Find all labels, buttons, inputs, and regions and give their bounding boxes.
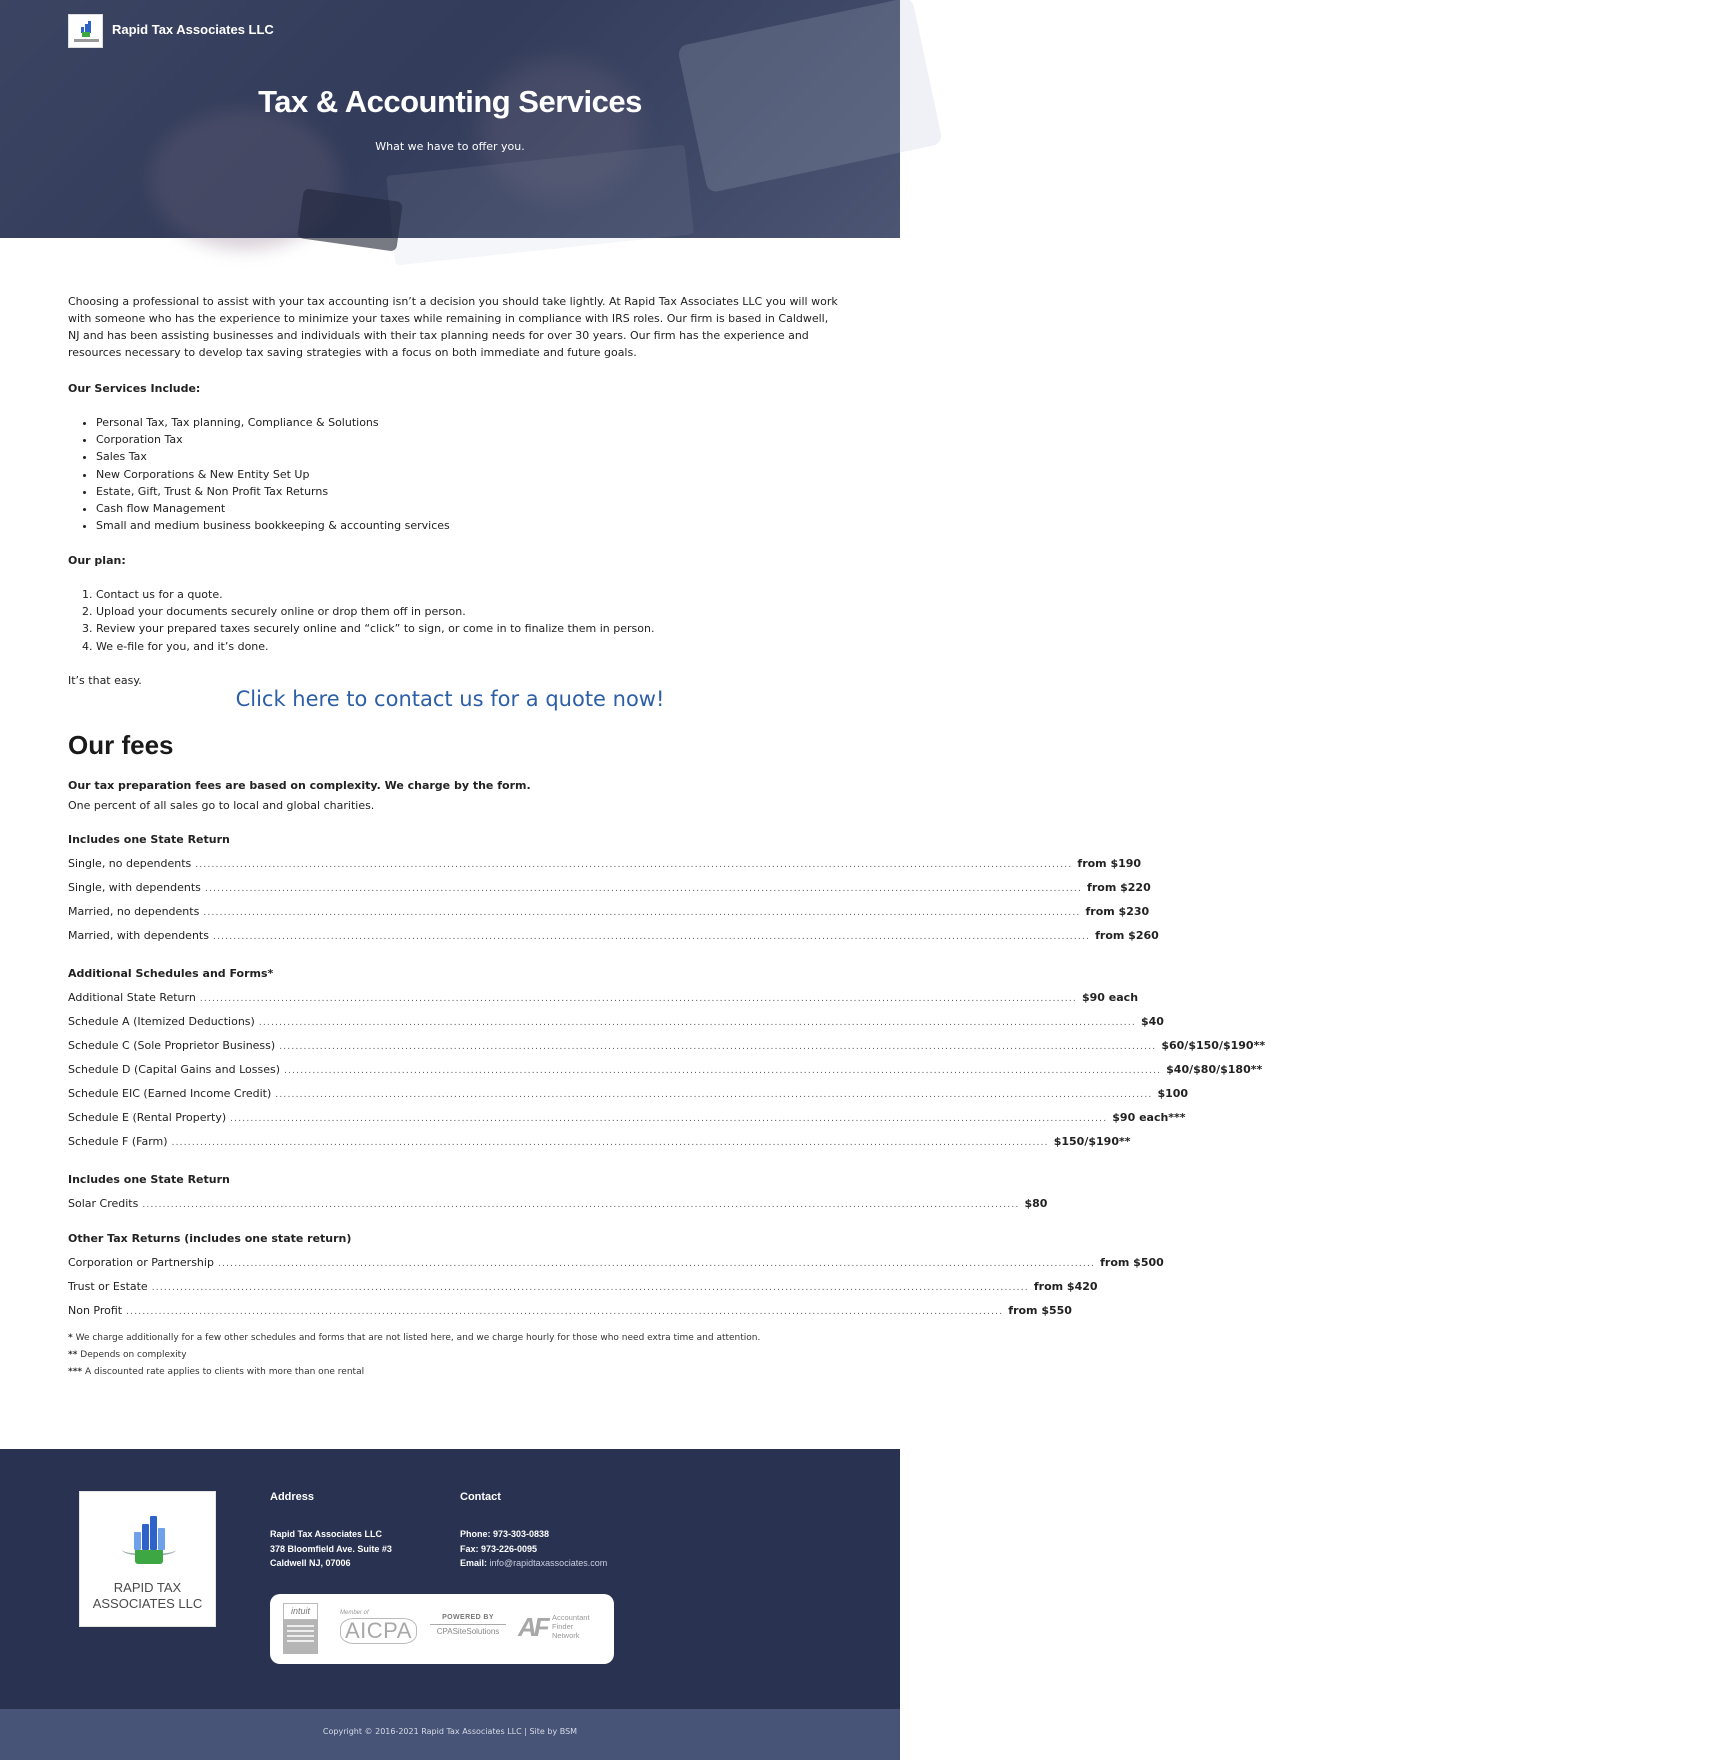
dot-leader <box>230 1111 1107 1128</box>
fee-price: $60/$150/$190** <box>1161 1039 1266 1052</box>
fee-row <box>68 1037 1266 1054</box>
page-subtitle: What we have to offer you. <box>375 140 525 153</box>
fee-row <box>68 879 1151 896</box>
fee-name: Trust or Estate <box>68 1280 148 1293</box>
nav-home[interactable]: HOME <box>1372 25 1400 35</box>
list-item: 4. We e-file for you, and it’s done. <box>96 638 654 655</box>
nav-about-us[interactable]: ABOUT US <box>1428 25 1477 35</box>
dot-leader <box>203 905 1080 922</box>
footer-logo-text: RAPID TAX ASSOCIATES LLC <box>92 1580 203 1611</box>
nav-contact-us[interactable]: CONTACT US <box>1662 25 1722 35</box>
list-item: • Estate, Gift, Trust & Non Profit Tax Returns <box>96 483 450 500</box>
fee-name: Single, with dependents <box>68 881 201 894</box>
powered-by-label: POWERED BY <box>442 1614 494 1621</box>
dot-leader <box>218 1256 1095 1273</box>
dot-leader <box>195 857 1072 874</box>
logo-base-icon <box>135 1550 163 1564</box>
contact-heading: Contact <box>460 1491 501 1503</box>
list-item: 2. Upload your documents securely online or drop them off in person. <box>96 603 654 620</box>
list-item: • Personal Tax, Tax planning, Compliance & Solutions <box>96 414 450 431</box>
fee-row <box>68 1085 1189 1102</box>
fee-row <box>68 1302 1072 1319</box>
intuit-badge[interactable] <box>283 1603 318 1654</box>
address-line: Rapid Tax Associates LLC <box>270 1529 383 1539</box>
fee-group-heading: Includes one State Return <box>68 1173 230 1186</box>
dot-leader <box>205 881 1082 898</box>
fee-price: from $190 <box>1077 857 1142 870</box>
dot-leader <box>279 1039 1156 1056</box>
services-heading: Our Services Include: <box>68 382 201 395</box>
site-footer <box>0 1449 900 1709</box>
brand-name[interactable]: Rapid Tax Associates LLC <box>112 22 274 37</box>
fee-name: Schedule D (Capital Gains and Losses) <box>68 1063 280 1076</box>
fee-row <box>68 1195 1048 1212</box>
dot-leader <box>172 1135 1049 1152</box>
fee-price: from $500 <box>1100 1256 1164 1269</box>
fee-name: Single, no dependents <box>68 857 192 870</box>
cpasite-label: CPASiteSolutions <box>430 1624 506 1636</box>
affiliation-badges <box>270 1594 614 1664</box>
fee-row <box>68 1133 1131 1150</box>
fee-name: Schedule A (Itemized Deductions) <box>68 1015 255 1028</box>
footnote: *** A discounted rate applies to clients with more than one rental <box>68 1367 365 1377</box>
list-item: • Cash flow Management <box>96 500 450 517</box>
dot-leader <box>284 1063 1161 1080</box>
main-content <box>68 293 1266 1377</box>
address-line: 378 Bloomfield Ave. Suite #3 <box>270 1543 392 1554</box>
fee-price: from $230 <box>1085 905 1150 918</box>
plan-closing: It’s that easy. <box>68 674 142 687</box>
fee-name: Married, no dependents <box>68 905 200 918</box>
fee-name: Schedule EIC (Earned Income Credit) <box>68 1087 272 1100</box>
contact-quote-link[interactable]: Click here to contact us for a quote now! <box>235 687 665 711</box>
fee-row <box>68 1278 1098 1295</box>
dot-leader <box>213 929 1090 946</box>
fee-name: Solar Credits <box>68 1197 139 1210</box>
top-navbar <box>0 0 1722 62</box>
logo-base-icon <box>82 32 90 37</box>
fee-price: from $260 <box>1095 929 1159 942</box>
fee-name: Schedule C (Sole Proprietor Business) <box>68 1039 276 1052</box>
fee-price: $150/$190** <box>1053 1135 1131 1148</box>
aicpa-member-label: Member of <box>340 1610 369 1616</box>
fee-row <box>68 1109 1186 1126</box>
email-label: Email: <box>460 1558 490 1568</box>
copyright-text: Copyright © 2016-2021 Rapid Tax Associates LLC | Site by BSM <box>322 1727 578 1736</box>
dot-leader <box>275 1087 1152 1104</box>
fee-price: $100 <box>1157 1087 1189 1100</box>
fee-name: Schedule F (Farm) <box>68 1135 168 1148</box>
dot-leader <box>200 991 1077 1008</box>
fee-price: $40/$80/$180** <box>1166 1063 1263 1076</box>
fee-price: from $550 <box>1008 1304 1072 1317</box>
page-title: Tax & Accounting Services <box>258 84 642 119</box>
af-text: Accountant Finder Network <box>552 1613 590 1640</box>
plan-steps <box>96 586 654 655</box>
fees-intro: Our tax preparation fees are based on complexity. We charge by the form. <box>68 779 531 792</box>
fee-row <box>68 1061 1263 1078</box>
fee-price: $90 each*** <box>1112 1111 1186 1124</box>
aicpa-label: AICPA <box>340 1618 417 1644</box>
hero-banner <box>0 0 1722 238</box>
address-heading: Address <box>270 1491 315 1503</box>
fee-name: Corporation or Partnership <box>68 1256 214 1269</box>
fee-row <box>68 927 1159 944</box>
fee-price: from $420 <box>1033 1280 1098 1293</box>
footer-logo[interactable] <box>79 1491 216 1627</box>
list-item: • New Corporations & New Entity Set Up <box>96 466 450 483</box>
contact-block <box>460 1527 607 1571</box>
phone-text[interactable]: Phone: 973-303-0838 <box>460 1529 550 1539</box>
list-item: • Corporation Tax <box>96 431 450 448</box>
address-line: Caldwell NJ, 07006 <box>270 1558 351 1568</box>
accountant-finder-badge[interactable] <box>518 1612 604 1646</box>
fee-group-heading: Other Tax Returns (includes one state return) <box>68 1232 352 1245</box>
services-list <box>96 414 450 534</box>
fee-price: $80 <box>1024 1197 1048 1210</box>
fee-group-heading: Additional Schedules and Forms* <box>68 967 274 980</box>
fees-heading: Our fees <box>68 730 174 760</box>
fee-name: Additional State Return <box>68 991 196 1004</box>
aicpa-badge[interactable] <box>340 1610 416 1650</box>
fee-name: Schedule E (Rental Property) <box>68 1111 227 1124</box>
dot-leader <box>126 1304 1003 1321</box>
fee-row <box>68 903 1150 920</box>
fee-row <box>68 855 1142 872</box>
intuit-label: intuit <box>283 1603 318 1620</box>
nav-services[interactable]: SERVICES <box>1500 25 1547 35</box>
list-item: • Small and medium business bookkeeping & accounting services <box>96 517 450 534</box>
nav-information[interactable]: INFORMATION <box>1571 25 1637 35</box>
fax-text: Fax: 973-226-0095 <box>460 1543 538 1554</box>
address-block <box>270 1527 392 1571</box>
cpasite-badge[interactable] <box>430 1614 506 1644</box>
dot-leader <box>142 1197 1019 1214</box>
list-item: 1. Contact us for a quote. <box>96 586 654 603</box>
af-mark: AF <box>518 1612 547 1642</box>
fee-price: from $220 <box>1087 881 1151 894</box>
fee-row <box>68 1013 1164 1030</box>
dot-leader <box>259 1015 1136 1032</box>
fee-footnotes <box>68 1330 760 1381</box>
fee-row <box>68 1254 1164 1271</box>
fee-group-heading: Includes one State Return <box>68 833 230 846</box>
fee-price: $90 each <box>1082 991 1139 1004</box>
list-item: 3. Review your prepared taxes securely online and “click” to sign, or come in to finalize them in person. <box>96 620 654 637</box>
fee-row <box>68 989 1139 1006</box>
plan-heading: Our plan: <box>68 554 126 567</box>
footnote: * We charge additionally for a few other schedules and forms that are not listed here, and we charge hourly for those who need extra time and attention. <box>68 1333 761 1343</box>
fees-charity-note: One percent of all sales go to local and global charities. <box>68 799 375 812</box>
intuit-badge-lines <box>287 1625 314 1645</box>
fee-price: $40 <box>1140 1015 1164 1028</box>
fee-name: Married, with dependents <box>68 929 209 942</box>
fee-name: Non Profit <box>68 1304 123 1317</box>
site-logo[interactable] <box>68 14 103 48</box>
email-link[interactable]: info@rapidtaxassociates.com <box>489 1558 608 1568</box>
footnote: ** Depends on complexity <box>68 1350 187 1360</box>
dot-leader <box>152 1280 1029 1297</box>
logo-text-mark <box>74 39 99 42</box>
list-item: • Sales Tax <box>96 448 450 465</box>
intro-paragraph: Choosing a professional to assist with your tax accounting isn’t a decision you should take lightly. At Rapid Tax Associates LLC you will work with someone who has the experience to minimize your taxes while remaining in compliance with IRS roles. Our firm is based in Caldwell, NJ and has been assisting businesses and individuals with their tax planning needs for over 30 years. Our firm has the experience and resources necessary to develop tax saving strategies with a focus on both immediate and future goals. <box>68 295 838 359</box>
